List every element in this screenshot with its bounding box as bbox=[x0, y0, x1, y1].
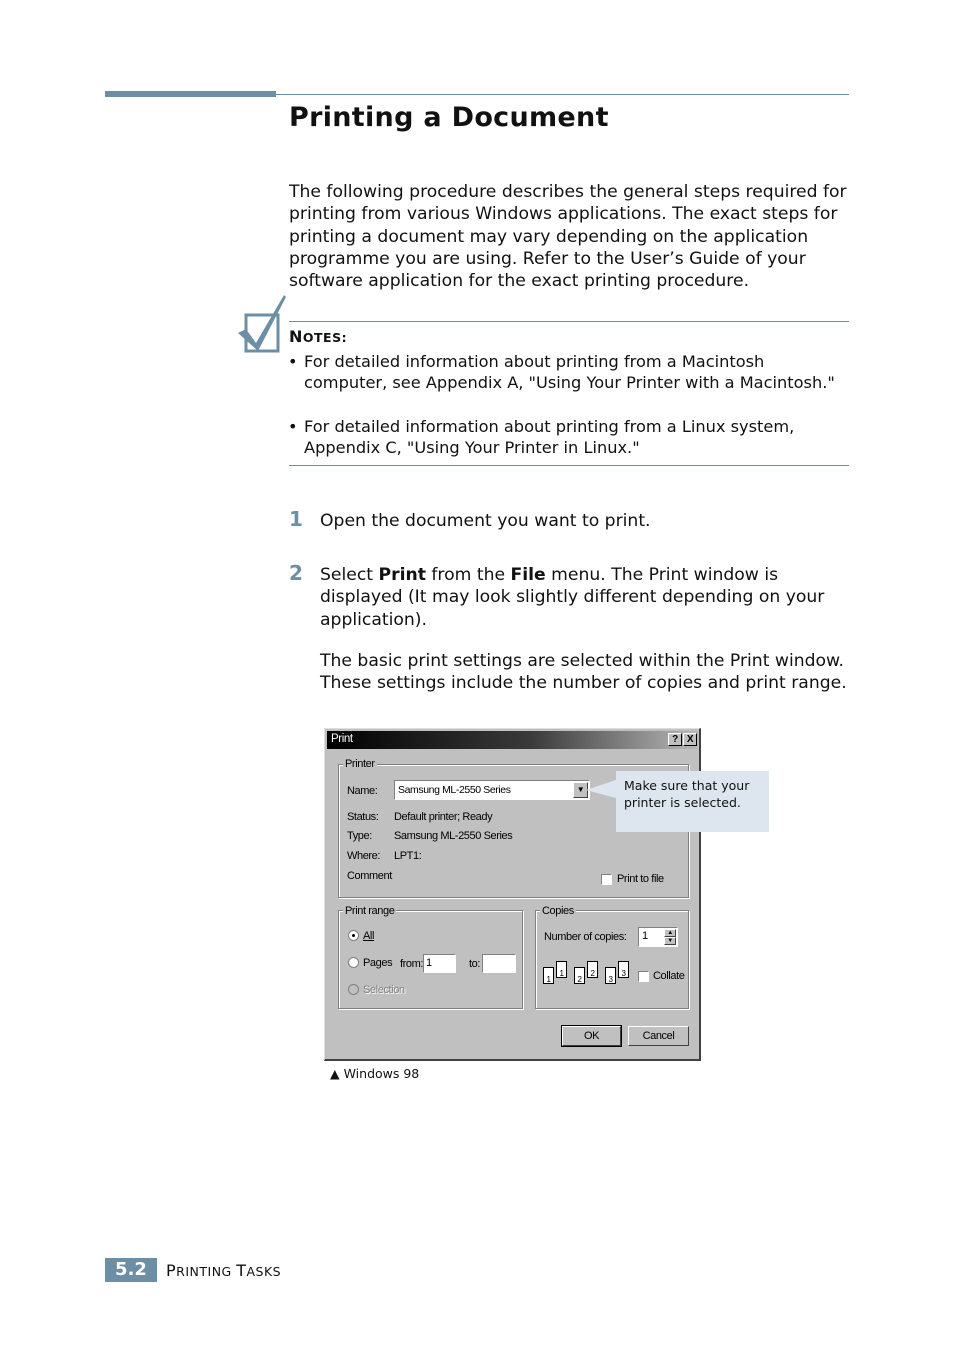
all-label: All bbox=[363, 930, 375, 942]
spin-down-icon[interactable]: ▼ bbox=[664, 937, 676, 945]
status-value: Default printer; Ready bbox=[394, 811, 493, 823]
print-range-label: Print range bbox=[345, 905, 395, 917]
where-value: LPT1: bbox=[394, 850, 422, 862]
pages-radio[interactable] bbox=[348, 957, 359, 968]
section-name: PRINTING TASKS bbox=[166, 1261, 282, 1280]
header-rule-thick bbox=[105, 91, 276, 97]
selection-label: Selection bbox=[363, 984, 405, 996]
page-number: 5.2 bbox=[105, 1258, 157, 1282]
callout-pointer bbox=[586, 780, 618, 798]
copies-stepper[interactable] bbox=[638, 927, 678, 947]
print-to-file-label: Print to file bbox=[617, 873, 664, 885]
help-button[interactable]: ? bbox=[668, 733, 682, 746]
callout-box bbox=[616, 771, 769, 832]
step-paragraph: The basic print settings are selected within the Print window. These settings include the number of copies and print range. bbox=[320, 651, 847, 694]
to-input[interactable] bbox=[482, 954, 516, 973]
where-label: Where: bbox=[347, 850, 381, 862]
from-label: from: bbox=[400, 958, 424, 970]
chevron-down-icon[interactable]: ▼ bbox=[573, 782, 588, 798]
page-icon: 1 bbox=[556, 961, 567, 978]
step-number: 2 bbox=[289, 561, 303, 585]
from-input[interactable] bbox=[423, 954, 456, 973]
figure-caption: ▲ Windows 98 bbox=[330, 1066, 420, 1081]
step-number: 1 bbox=[289, 507, 303, 531]
notes-title: NOTES: bbox=[289, 327, 348, 346]
note-item: • For detailed information about printing from a Linux system, Appendix C, "Using Your Printer in Linux." bbox=[288, 417, 795, 457]
note-item: • For detailed information about printing from a Macintosh computer, see Appendix A, "Using Your Printer with a Macintosh." bbox=[288, 352, 835, 392]
collate-checkbox[interactable] bbox=[638, 971, 649, 982]
print-to-file-checkbox[interactable] bbox=[601, 874, 612, 885]
spin-up-icon[interactable]: ▲ bbox=[664, 929, 676, 937]
checkmark-icon bbox=[236, 293, 288, 355]
intro-paragraph: The following procedure describes the general steps required for printing from various Windows applications. The exact steps for printing a document may vary depending on the application programme you are using. Refer to the User’s Guide of your software application for the exact printing procedure. bbox=[289, 182, 847, 292]
copies-label: Copies bbox=[542, 905, 574, 917]
dialog-titlebar bbox=[327, 731, 698, 749]
to-label: to: bbox=[469, 958, 481, 970]
from-value: 1 bbox=[426, 957, 432, 969]
step-text: Select Print from the File menu. The Print window is displayed (It may look slightly different depending on your application). bbox=[320, 565, 825, 630]
printer-name-value: Samsung ML-2550 Series bbox=[398, 784, 511, 796]
page-title: Printing a Document bbox=[289, 102, 609, 133]
pages-label: Pages bbox=[363, 957, 393, 969]
comment-label: Comment bbox=[347, 870, 392, 882]
ok-button[interactable]: OK bbox=[562, 1026, 621, 1046]
collate-illustration bbox=[543, 961, 633, 993]
printer-name-select[interactable] bbox=[394, 780, 590, 800]
copies-value: 1 bbox=[642, 930, 648, 942]
collate-label: Collate bbox=[653, 970, 685, 982]
selection-radio[interactable] bbox=[348, 984, 359, 995]
page-icon: 2 bbox=[587, 961, 598, 978]
notes-rule-bottom bbox=[289, 465, 849, 466]
type-label: Type: bbox=[347, 830, 372, 842]
number-of-copies-label: Number of copies: bbox=[544, 931, 627, 943]
printer-group-label: Printer bbox=[345, 758, 375, 770]
dialog-title: Print bbox=[331, 733, 353, 745]
page-icon: 3 bbox=[605, 967, 616, 984]
step-text: Open the document you want to print. bbox=[320, 511, 651, 531]
header-rule-thin bbox=[276, 94, 849, 95]
callout-text: Make sure that your printer is selected. bbox=[624, 778, 750, 810]
page-icon: 2 bbox=[574, 967, 585, 984]
all-radio[interactable] bbox=[348, 930, 359, 941]
status-label: Status: bbox=[347, 811, 379, 823]
copies-group bbox=[535, 910, 689, 1009]
notes-rule-top bbox=[289, 321, 849, 322]
close-button[interactable]: X bbox=[683, 733, 697, 746]
type-value: Samsung ML-2550 Series bbox=[394, 830, 513, 842]
page-icon: 3 bbox=[618, 961, 629, 978]
name-label: Name: bbox=[347, 785, 378, 797]
page-icon: 1 bbox=[543, 967, 554, 984]
cancel-button[interactable]: Cancel bbox=[628, 1026, 689, 1046]
